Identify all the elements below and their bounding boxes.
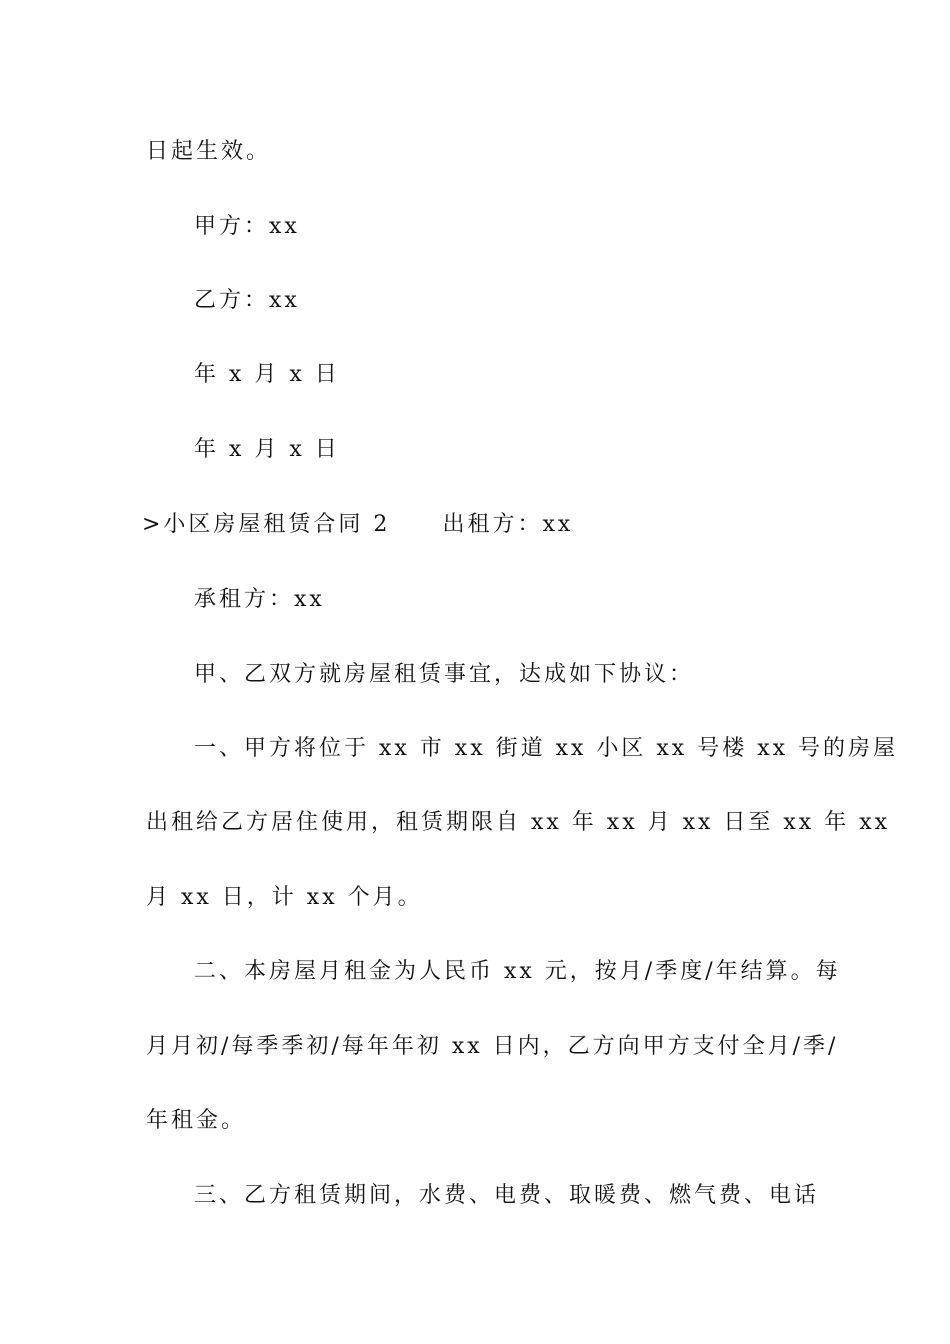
text-line-agreement: 甲、乙双方就房屋租赁事宜，达成如下协议：: [194, 662, 695, 687]
section-heading-line: [142, 510, 573, 540]
clause-two-line-1: 二、本房屋月租金为人民币 xx 元，按月/季度/年结算。每: [194, 959, 841, 984]
clause-one-line-3: 月 xx 日，计 xx 个月。: [146, 885, 423, 910]
text-line-date-1: 年 x 月 x 日: [194, 362, 340, 387]
text-line-lessee: 承租方：xx: [194, 587, 325, 612]
text-line-effective: 日起生效。: [146, 139, 272, 164]
clause-three-line-1: 三、乙方租赁期间，水费、电费、取暖费、燃气费、电话: [194, 1183, 820, 1208]
text-line-party-b: 乙方：xx: [194, 288, 300, 313]
lessor-label: 出租方：xx: [442, 512, 574, 537]
clause-two-line-3: 年租金。: [146, 1108, 247, 1133]
clause-one-line-1: 一、甲方将位于 xx 市 xx 街道 xx 小区 xx 号楼 xx 号的房屋: [194, 736, 899, 761]
contract-title: >小区房屋租赁合同 2: [142, 512, 391, 537]
clause-two-line-2: 月月初/每季季初/每年年初 xx 日内，乙方向甲方支付全月/季/: [146, 1034, 839, 1059]
text-line-date-2: 年 x 月 x 日: [194, 437, 340, 462]
text-line-party-a: 甲方：xx: [194, 214, 300, 239]
clause-one-line-2: 出租给乙方居住使用，租赁期限自 xx 年 xx 月 xx 日至 xx 年 xx: [146, 810, 891, 835]
